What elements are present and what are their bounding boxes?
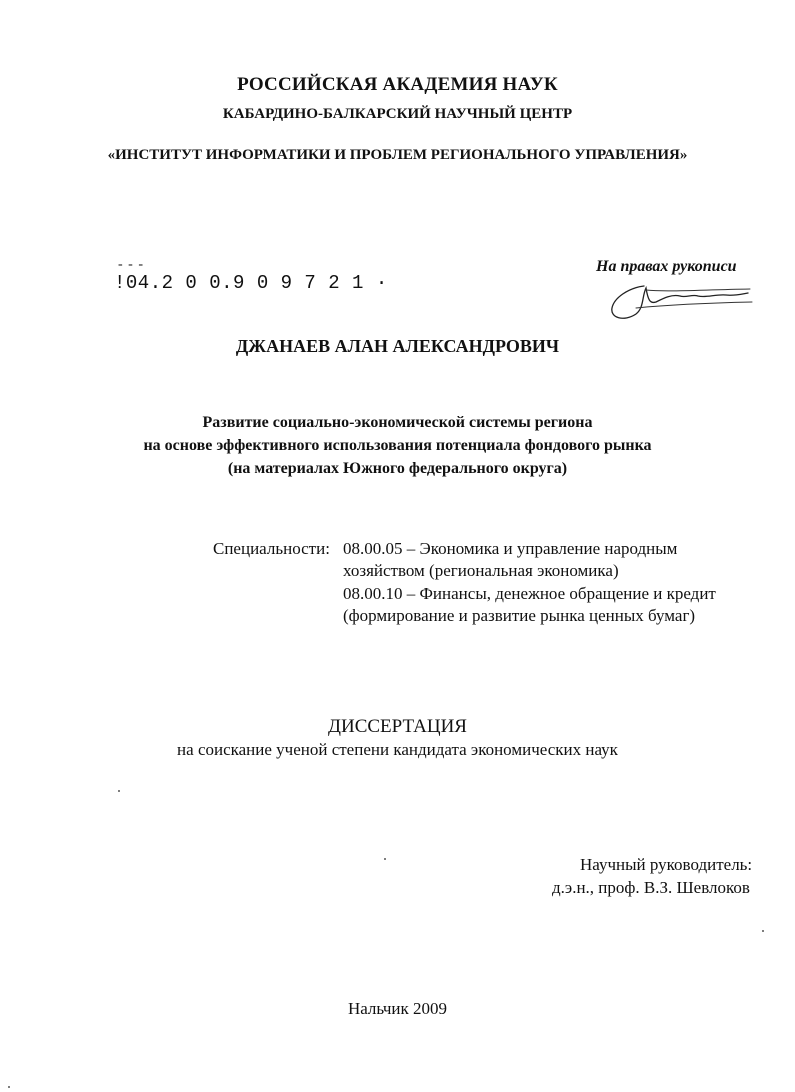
city-and-year: Нальчик 2009: [347, 999, 448, 1018]
document-type: ДИССЕРТАЦИЯ: [328, 716, 467, 737]
specialty-line: (формирование и развитие рынка ценных бумаг): [343, 606, 696, 625]
scan-speck: [8, 1086, 10, 1088]
academy-name: РОССИЙСКАЯ АКАДЕМИЯ НАУК: [237, 74, 558, 95]
registration-marks: - - -: [118, 257, 144, 272]
degree-description: на соискание ученой степени кандидата экономических наук: [177, 740, 618, 759]
scan-speck: [762, 930, 764, 932]
institute-name: «ИНСТИТУТ ИНФОРМАТИКИ И ПРОБЛЕМ РЕГИОНАЛЬНОГО УПРАВЛЕНИЯ»: [107, 147, 688, 163]
manuscript-rights-note: На правах рукописи: [596, 258, 737, 275]
center-name: КАБАРДИНО-БАЛКАРСКИЙ НАУЧНЫЙ ЦЕНТР: [222, 106, 573, 122]
supervisor-label: Научный руководитель:: [580, 855, 753, 874]
specialty-line: 08.00.05 – Экономика и управление народным: [343, 539, 678, 558]
supervisor-name: д.э.н., проф. В.З. Шевлоков: [552, 878, 750, 897]
dissertation-title-line: на основе эффективного использования потенциала фондового рынка: [143, 437, 652, 454]
dissertation-title-line: Развитие социально-экономической системы региона: [202, 414, 593, 431]
scan-speck: [384, 858, 386, 860]
registration-number-stamp: !04.2 0 0.9 0 9 7 2 1 ·: [114, 272, 388, 294]
handwritten-signature: [606, 278, 754, 324]
author-name: ДЖАНАЕВ АЛАН АЛЕКСАНДРОВИЧ: [235, 336, 560, 356]
specialty-line: хозяйством (региональная экономика): [343, 561, 619, 580]
specialties-label: Специальности:: [213, 539, 330, 558]
specialty-line: 08.00.10 – Финансы, денежное обращение и кредит: [343, 584, 716, 603]
scan-speck: [118, 790, 120, 792]
dissertation-title-line: (на материалах Южного федерального округа): [227, 460, 568, 477]
